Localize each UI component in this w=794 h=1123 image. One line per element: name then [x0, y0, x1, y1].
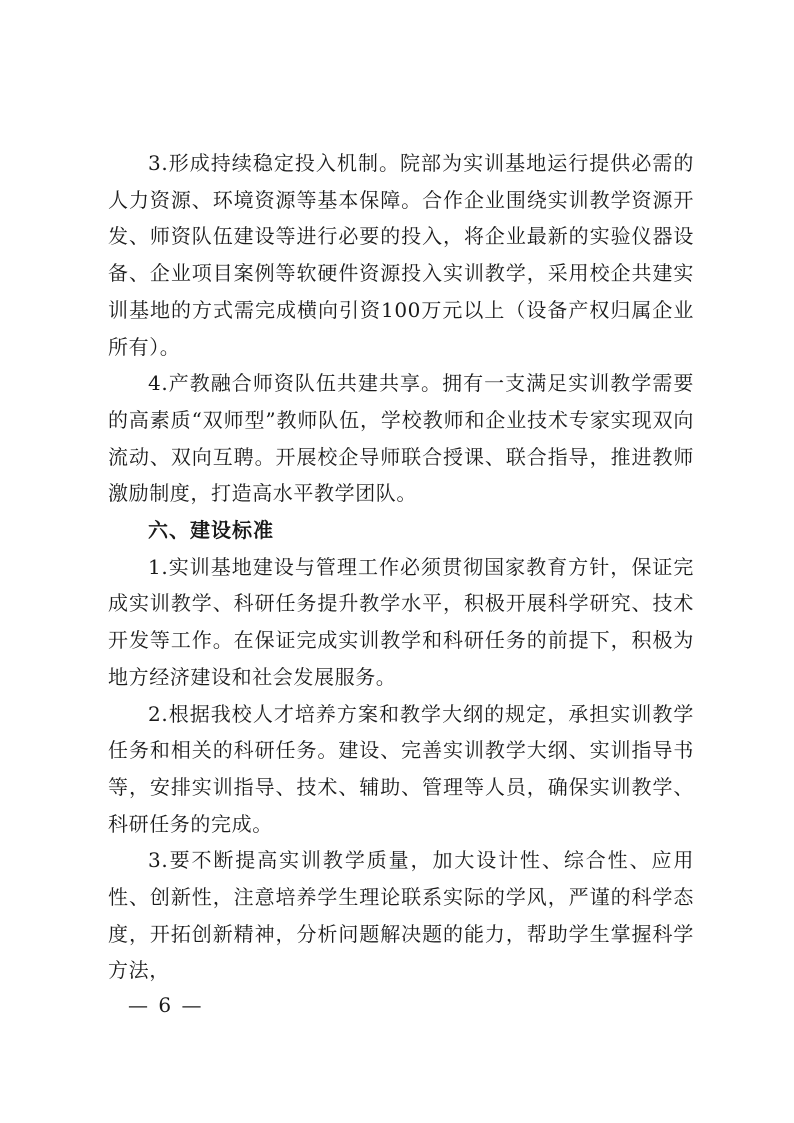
paragraph-standard-2: 2.根据我校人才培养方案和教学大纲的规定，承担实训教学任务和相关的科研任务。建设、完善实训教学大纲、实训指导书等，安排实训指导、技术、辅助、管理等人员，确保实训教学、科研任务的完成。	[108, 701, 694, 836]
page-number: — 6 —	[128, 993, 204, 1017]
section-heading-construction-standards: 六、建设标准	[148, 518, 274, 543]
document-body	[108, 145, 694, 989]
paragraph-faculty-team: 4.产教融合师资队伍共建共享。拥有一支满足实训教学需要的高素质“双师型”教师队伍，学校教师和企业技术专家实现双向流动、双向互聘。开展校企导师联合授课、联合指导，推进教师激励制度，打造高水平教学团队。	[108, 371, 694, 506]
paragraph-funding-mechanism: 3.形成持续稳定投入机制。院部为实训基地运行提供必需的人力资源、环境资源等基本保障。合作企业围绕实训教学资源开发、师资队伍建设等进行必要的投入，将企业最新的实验仪器设备、企业项目案例等软硬件资源投入实训教学，采用校企共建实训基地的方式需完成横向引资100万元以上（设备产权归属企业所有）。	[108, 151, 694, 359]
paragraph-standard-3: 3.要不断提高实训教学质量，加大设计性、综合性、应用性、创新性，注意培养学生理论联系实际的学风，严谨的科学态度，开拓创新精神，分析问题解决题的能力，帮助学生掌握科学方法，	[108, 848, 694, 983]
paragraph-standard-1: 1.实训基地建设与管理工作必须贯彻国家教育方针，保证完成实训教学、科研任务提升教学水平，积极开展科学研究、技术开发等工作。在保证完成实训教学和科研任务的前提下，积极为地方经济建设和社会发展服务。	[108, 554, 694, 689]
